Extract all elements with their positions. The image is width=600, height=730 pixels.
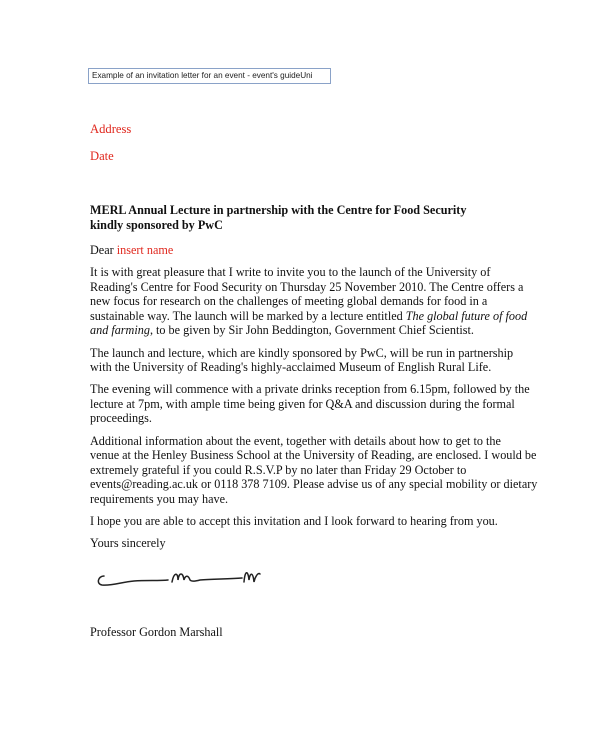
paragraph-line: I hope you are able to accept this invitation and I look forward to hearing from you. bbox=[90, 514, 498, 528]
paragraph-line: Additional information about the event, together with details about how to get to the bbox=[90, 433, 501, 448]
image-caption: Example of an invitation letter for an event - event's guideUni bbox=[88, 68, 331, 84]
paragraph-line: with the University of Reading's highly-acclaimed Museum of English Rural Life. bbox=[90, 360, 492, 375]
recipient-name-placeholder: insert name bbox=[116, 243, 174, 257]
paragraph-line: The launch and lecture, which are kindly sponsored by PwC, will be run in partnership bbox=[90, 345, 514, 360]
lecture-title-part-2: and farming bbox=[90, 323, 150, 338]
paragraph-line bbox=[90, 309, 560, 324]
paragraph-invitation bbox=[90, 265, 560, 338]
paragraph-line: new focus for research on the challenges of meeting global demands for food in a bbox=[90, 294, 488, 309]
valediction bbox=[90, 536, 560, 551]
paragraph-text: , to be given by Sir John Beddington, Government Chief Scientist. bbox=[149, 323, 474, 338]
signature-image bbox=[92, 562, 272, 592]
heading-line-1: MERL Annual Lecture in partnership with the Centre for Food Security bbox=[90, 203, 467, 217]
paragraph-line: requirements you may have. bbox=[90, 491, 229, 506]
salutation-prefix: Dear bbox=[90, 243, 117, 257]
paragraph-line: proceedings. bbox=[90, 411, 152, 426]
paragraph-line: venue at the Henley Business School at the University of Reading, are enclosed. I would be bbox=[90, 448, 537, 463]
paragraph-line: events@reading.ac.uk or 0118 378 7109. Please advise us of any special mobility or dietary bbox=[90, 477, 538, 492]
paragraph-rsvp bbox=[90, 434, 560, 507]
heading-line-2: kindly sponsored by PwC bbox=[90, 217, 223, 232]
signatory-name: Professor Gordon Marshall bbox=[90, 625, 223, 639]
salutation bbox=[90, 243, 560, 258]
paragraph-line: extremely grateful if you could R.S.V.P by no later than Friday 29 October to bbox=[90, 462, 467, 477]
paragraph-line: lecture at 7pm, with ample time being given for Q&A and discussion during the formal bbox=[90, 396, 515, 411]
paragraph-line: The evening will commence with a private drinks reception from 6.15pm, followed by the bbox=[90, 382, 530, 397]
valediction-text: Yours sincerely bbox=[90, 536, 166, 551]
paragraph-line: It is with great pleasure that I write to invite you to the launch of the University of bbox=[90, 265, 491, 280]
date-placeholder: Date bbox=[90, 149, 114, 163]
paragraph-schedule bbox=[90, 382, 560, 426]
paragraph-text: sustainable way. The launch will be marked by a lecture entitled bbox=[90, 308, 406, 323]
lecture-title-part-1: The global future of food bbox=[405, 308, 528, 323]
letter-heading bbox=[90, 203, 466, 232]
paragraph-line: Reading's Centre for Food Security on Thursday 25 November 2010. The Centre offers a bbox=[90, 279, 524, 294]
paragraph-sponsorship bbox=[90, 346, 560, 375]
paragraph-closing bbox=[90, 514, 560, 529]
letter-body bbox=[90, 243, 560, 558]
address-placeholder: Address bbox=[90, 122, 132, 136]
paragraph-line bbox=[90, 323, 560, 338]
